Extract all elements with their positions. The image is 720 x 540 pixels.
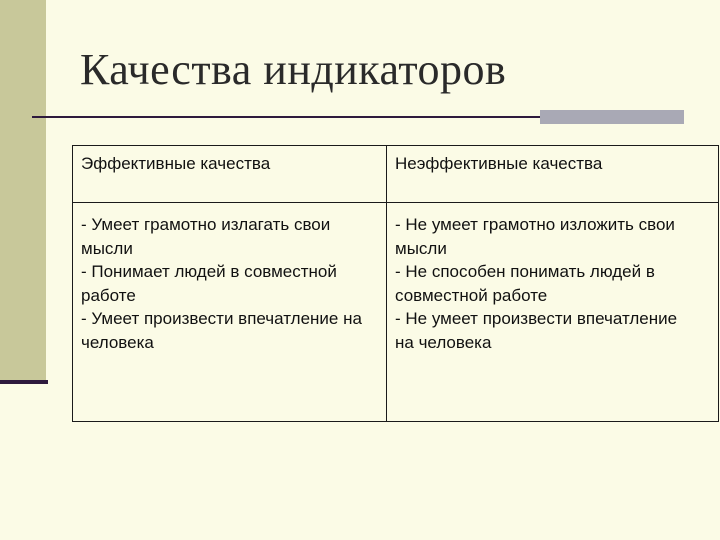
list-item: мысли	[81, 238, 133, 258]
ineffective-qualities-cell	[387, 203, 719, 422]
list-item: мысли	[395, 238, 447, 258]
list-item: - Умеет произвести впечатление на	[81, 309, 362, 328]
list-item: - Понимает людей в совместной	[81, 262, 337, 281]
list-item: - Умеет грамотно излагать свои	[81, 215, 331, 234]
title-accent-block	[540, 110, 684, 124]
list-item: человека	[81, 332, 154, 352]
list-item: - Не умеет грамотно изложить свои	[395, 215, 675, 234]
header-ineffective: Неэффективные качества	[387, 146, 719, 203]
table-header-row	[73, 146, 719, 203]
left-decor-line	[0, 380, 48, 384]
list-item: совместной работе	[395, 285, 548, 305]
qualities-table	[72, 145, 719, 422]
effective-qualities-cell	[73, 203, 387, 422]
list-item: на человека	[395, 332, 492, 352]
list-item: работе	[81, 285, 136, 305]
list-item: - Не умеет произвести впечатление	[395, 309, 678, 328]
slide-title: Качества индикаторов	[80, 45, 507, 94]
left-decor-band	[0, 0, 46, 380]
list-item: - Не способен понимать людей в	[395, 262, 655, 281]
table-row	[73, 203, 719, 422]
header-effective: Эффективные качества	[73, 146, 387, 203]
